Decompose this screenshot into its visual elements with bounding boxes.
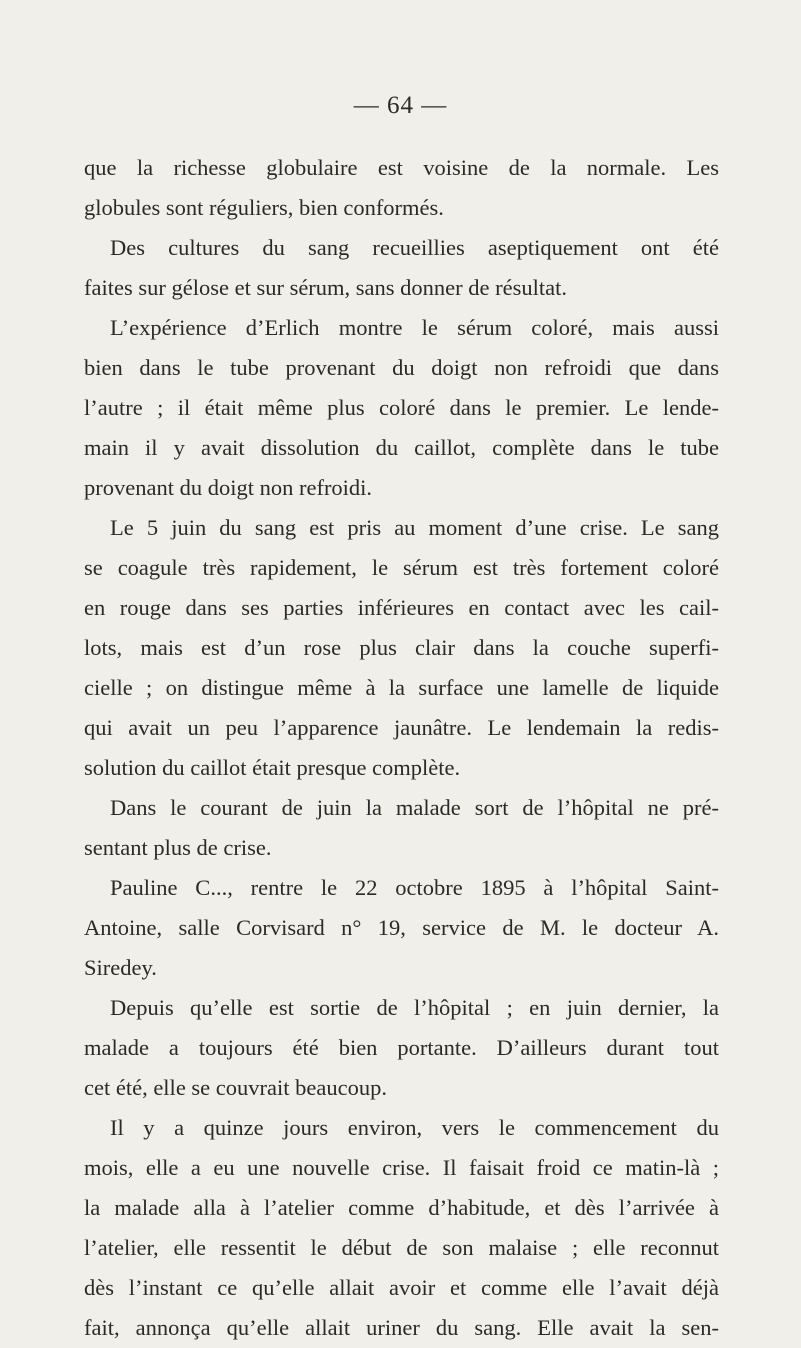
text-line: Antoine, salle Corvisard n° 19, service de M. le docteur A. [84, 915, 719, 940]
text-line: Depuis qu’elle est sortie de l’hôpital ; en juin dernier, la [110, 995, 719, 1020]
text-line: qui avait un peu l’apparence jaunâtre. Le lendemain la redis- [84, 715, 719, 740]
text-line: mois, elle a eu une nouvelle crise. Il faisait froid ce matin-là ; [84, 1155, 719, 1180]
text-line: cielle ; on distingue même à la surface une lamelle de liquide [84, 675, 719, 700]
text-line: Des cultures du sang recueillies aseptiquement ont été [110, 235, 719, 260]
text-line: globules sont réguliers, bien conformés. [84, 195, 444, 220]
text-line: Pauline C..., rentre le 22 octobre 1895 à l’hôpital Saint- [110, 875, 719, 900]
text-line: se coagule très rapidement, le sérum est très fortement coloré [84, 555, 719, 580]
text-line: Le 5 juin du sang est pris au moment d’une crise. Le sang [110, 515, 719, 540]
body-text [84, 148, 719, 1348]
text-line: dès l’instant ce qu’elle allait avoir et comme elle l’avait déjà [84, 1275, 719, 1300]
text-line: que la richesse globulaire est voisine de la normale. Les [84, 155, 719, 180]
text-line: bien dans le tube provenant du doigt non refroidi que dans [84, 355, 719, 380]
text-line: Il y a quinze jours environ, vers le commencement du [110, 1115, 719, 1140]
text-line: cet été, elle se couvrait beaucoup. [84, 1075, 387, 1100]
text-line: faites sur gélose et sur sérum, sans donner de résultat. [84, 275, 567, 300]
text-line: main il y avait dissolution du caillot, complète dans le tube [84, 435, 719, 460]
text-line: l’autre ; il était même plus coloré dans le premier. Le lende- [84, 395, 719, 420]
text-line: l’atelier, elle ressentit le début de son malaise ; elle reconnut [84, 1235, 719, 1260]
text-line: sentant plus de crise. [84, 835, 272, 860]
text-line: lots, mais est d’un rose plus clair dans la couche superfi- [84, 635, 719, 660]
text-line: la malade alla à l’atelier comme d’habitude, et dès l’arrivée à [84, 1195, 719, 1220]
text-line: Dans le courant de juin la malade sort de l’hôpital ne pré- [110, 795, 719, 820]
text-line: fait, annonça qu’elle allait uriner du sang. Elle avait la sen- [84, 1315, 719, 1340]
text-line: solution du caillot était presque complète. [84, 755, 461, 780]
text-line: malade a toujours été bien portante. D’ailleurs durant tout [84, 1035, 719, 1060]
text-line: en rouge dans ses parties inférieures en contact avec les cail- [84, 595, 719, 620]
text-line: provenant du doigt non refroidi. [84, 475, 373, 500]
page-number: — 64 — [353, 92, 448, 119]
text-line: L’expérience d’Erlich montre le sérum coloré, mais aussi [110, 315, 719, 340]
text-line: Siredey. [84, 955, 157, 980]
